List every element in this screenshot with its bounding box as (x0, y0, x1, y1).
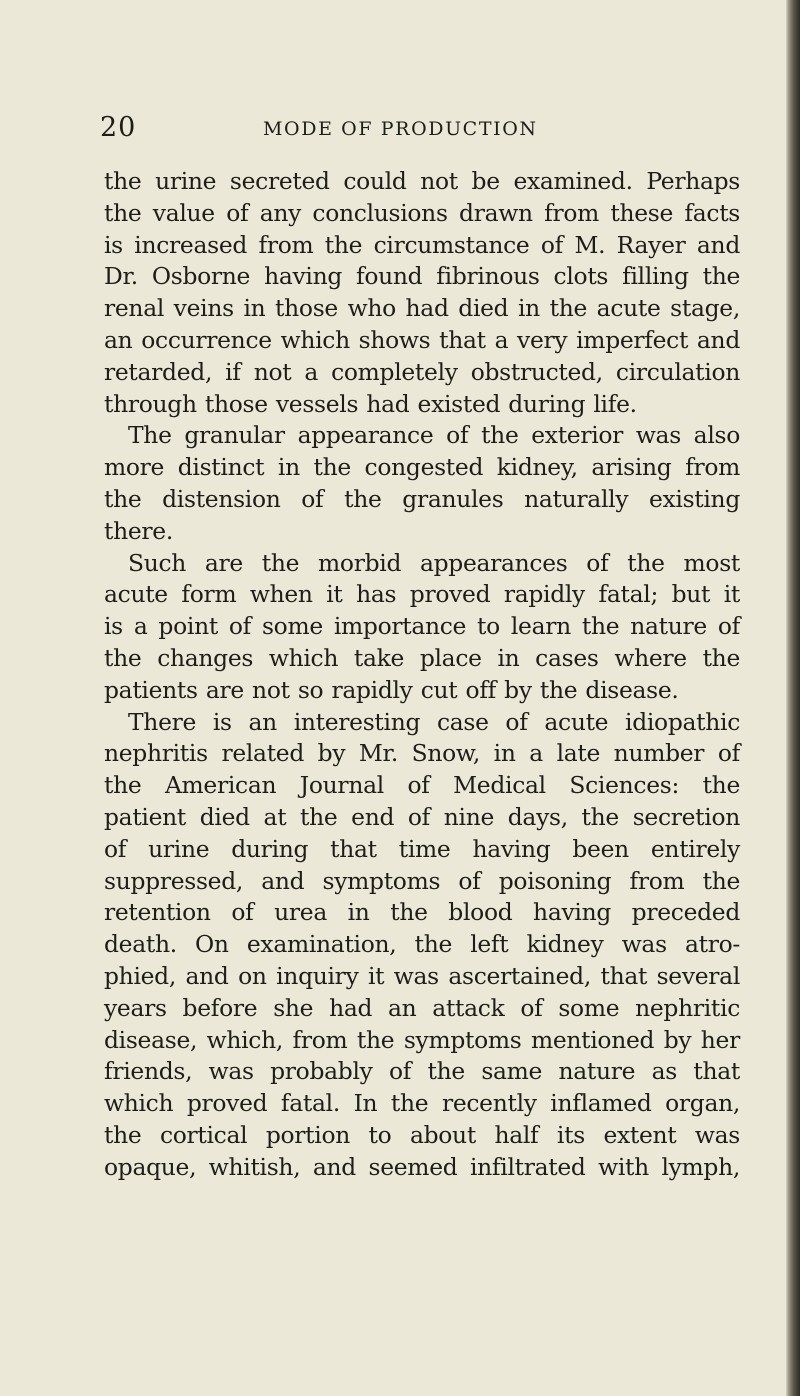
page-binding-edge (786, 0, 800, 1396)
text-line: the American Journal of Medical Sciences: the (104, 771, 740, 800)
running-title: MODE OF PRODUCTION (263, 118, 538, 140)
text-line: the value of any conclusions drawn from these facts (104, 198, 740, 227)
text-line: the distension of the granules naturally existing (104, 484, 740, 513)
text-line: retention of urea in the blood having preceded (104, 898, 740, 927)
text-line: there. (104, 516, 173, 545)
running-head (100, 112, 740, 144)
text-line: phied, and on inquiry it was ascertained, that several (104, 961, 740, 990)
text-line: death. On examination, the left kidney was atro- (104, 930, 740, 959)
text-line: friends, was probably of the same nature as that (104, 1057, 740, 1086)
text-line: which proved fatal. In the recently inflamed organ, (104, 1089, 740, 1118)
text-line: the urine secreted could not be examined. Perhaps (104, 167, 740, 195)
text-line: the changes which take place in cases where the (104, 643, 740, 672)
text-line: is a point of some importance to learn the nature of (104, 612, 740, 641)
text-line: retarded, if not a completely obstructed, circulation (104, 357, 740, 386)
text-line: disease, which, from the symptoms mentioned by her (104, 1025, 740, 1054)
text-line: opaque, whitish, and seemed infiltrated with lymph, (104, 1152, 740, 1181)
text-line: an occurrence which shows that a very imperfect and (104, 325, 740, 354)
text-line: more distinct in the congested kidney, arising from (104, 453, 740, 482)
text-line: acute form when it has proved rapidly fatal; but it (104, 580, 740, 609)
paragraph-start-line: The granular appearance of the exterior was also (128, 421, 740, 450)
text-line: suppressed, and symptoms of poisoning from the (104, 866, 740, 895)
text-line: years before she had an attack of some nephritic (104, 993, 740, 1022)
paragraph-start-line: Such are the morbid appearances of the most (128, 548, 740, 577)
text-line: through those vessels had existed during life. (104, 389, 637, 418)
text-line: the cortical portion to about half its extent was (104, 1120, 740, 1149)
body-text (104, 166, 740, 1184)
text-line: renal veins in those who had died in the acute stage, (104, 294, 740, 323)
text-line: is increased from the circumstance of M. Rayer and (104, 230, 740, 259)
text-line: patients are not so rapidly cut off by the disease. (104, 675, 679, 704)
text-line: of urine during that time having been entirely (104, 834, 740, 863)
text-line: patient died at the end of nine days, the secretion (104, 802, 740, 831)
text-line: nephritis related by Mr. Snow, in a late number of (104, 739, 740, 768)
paragraph-start-line: There is an interesting case of acute idiopathic (128, 707, 740, 736)
text-line: Dr. Osborne having found fibrinous clots filling the (104, 262, 740, 291)
page-number: 20 (100, 112, 137, 143)
